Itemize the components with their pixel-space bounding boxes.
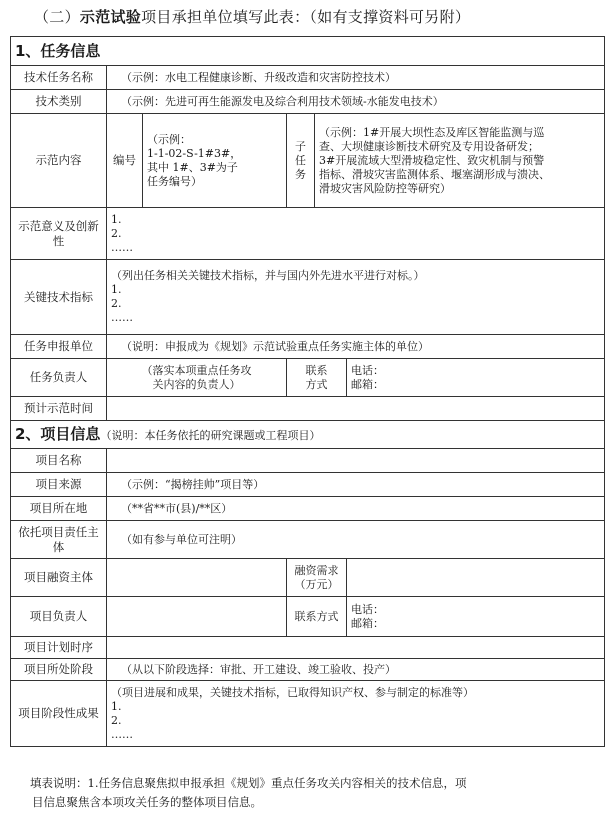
- row-task-name: [11, 66, 605, 90]
- row-financing: [11, 559, 605, 597]
- stage-results-line: 2.: [111, 713, 122, 727]
- project-name-label: 项目名称: [11, 449, 107, 473]
- row-key-indicators: [11, 260, 605, 335]
- row-location: [11, 497, 605, 521]
- key-indicators-line: ……: [111, 311, 133, 324]
- project-phone-label: 电话：: [351, 602, 384, 616]
- project-name-field[interactable]: [107, 449, 605, 473]
- significance-line: 1.: [111, 212, 122, 226]
- section2-note: （说明：本任务依托的研究课题或工程项目）: [100, 428, 321, 442]
- subtask-label-char: 任: [295, 153, 306, 167]
- financing-label: 项目融资主体: [11, 559, 107, 597]
- person-in-charge-field[interactable]: [107, 359, 287, 397]
- project-leader-label: 项目负责人: [11, 597, 107, 637]
- significance-line: 2.: [111, 226, 122, 240]
- responsible-entity-label: 依托项目责任主体: [11, 521, 107, 559]
- subtask-line: （示例：1#开展大坝性态及库区智能监测与巡: [319, 125, 545, 139]
- row-stage: [11, 659, 605, 681]
- subtask-label-char: 子: [295, 139, 306, 153]
- contact-label-line: 方式: [305, 377, 328, 391]
- task-name-field[interactable]: （示例：水电工程健康诊断、升级改造和灾害防控技术）: [107, 66, 605, 90]
- title-rest: 项目承担单位填写此表：（如有支撑资料可另附）: [141, 8, 471, 26]
- row-demo-content: [11, 114, 605, 208]
- subtask-field[interactable]: [315, 114, 605, 208]
- section1-header-row: [11, 37, 605, 66]
- code-label: 编号: [107, 114, 143, 208]
- person-note-line: （落实本项重点任务攻: [141, 363, 252, 377]
- person-in-charge-label: 任务负责人: [11, 359, 107, 397]
- financing-demand-line: （万元）: [294, 577, 339, 591]
- contact-label-line: 联系: [305, 363, 328, 377]
- row-applicant: [11, 335, 605, 359]
- key-indicators-label: 关键技术指标: [11, 260, 107, 335]
- form-footnote: [30, 774, 590, 812]
- section2-heading: 2、项目信息: [15, 424, 101, 443]
- person-note-line: 关内容的负责人）: [152, 377, 241, 391]
- row-tech-category: [11, 90, 605, 114]
- significance-label: 示范意义及创新性: [11, 208, 107, 260]
- row-timeline: [11, 637, 605, 659]
- application-form-table: [10, 36, 605, 747]
- row-responsible-entity: [11, 521, 605, 559]
- timeline-label: 项目计划时序: [11, 637, 107, 659]
- row-project-name: [11, 449, 605, 473]
- subtask-line: 指标、滑坡灾害监测体系、堰塞湖形成与溃决、: [319, 167, 550, 181]
- location-label: 项目所在地: [11, 497, 107, 521]
- code-line: （示例：: [147, 132, 191, 146]
- row-project-leader: [11, 597, 605, 637]
- stage-results-line: （项目进展和成果，关键技术指标，已取得知识产权、参与制定的标准等）: [111, 685, 474, 699]
- timeline-field[interactable]: [107, 637, 605, 659]
- code-line: 其中 1#、3#为子: [147, 160, 238, 174]
- code-line: 任务编号）: [147, 174, 202, 188]
- stage-results-label: 项目阶段性成果: [11, 681, 107, 747]
- row-schedule: [11, 397, 605, 421]
- row-project-source: [11, 473, 605, 497]
- location-field[interactable]: （**省**市(县)/**区）: [107, 497, 605, 521]
- key-indicators-line: （列出任务相关关键技术指标，并与国内外先进水平进行对标。）: [111, 269, 425, 282]
- applicant-field[interactable]: （说明：申报成为《规划》示范试验重点任务实施主体的单位）: [107, 335, 605, 359]
- subtask-line: 滑坡灾害风险防控等研究）: [319, 181, 451, 195]
- form-title: [34, 6, 604, 28]
- project-email-label: 邮箱：: [351, 616, 384, 630]
- project-leader-field[interactable]: [107, 597, 287, 637]
- applicant-label: 任务申报单位: [11, 335, 107, 359]
- contact-field[interactable]: [347, 359, 605, 397]
- project-contact-label: 联系方式: [287, 597, 347, 637]
- stage-results-field[interactable]: [107, 681, 605, 747]
- stage-field[interactable]: （从以下阶段选择：审批、开工建设、竣工验收、投产）: [107, 659, 605, 681]
- row-stage-results: [11, 681, 605, 747]
- tech-category-label: 技术类别: [11, 90, 107, 114]
- row-significance: [11, 208, 605, 260]
- row-person-in-charge: [11, 359, 605, 397]
- section2-header-row: [11, 421, 605, 449]
- title-prefix: （二）: [34, 8, 80, 26]
- subtask-label-char: 务: [295, 167, 306, 181]
- section1-heading: 1、任务信息: [11, 37, 605, 66]
- financing-demand-line: 融资需求: [294, 563, 339, 577]
- schedule-label: 预计示范时间: [11, 397, 107, 421]
- phone-label: 电话：: [351, 363, 384, 377]
- project-contact-field[interactable]: [347, 597, 605, 637]
- tech-category-field[interactable]: （示例：先进可再生能源发电及综合利用技术领域-水能发电技术）: [107, 90, 605, 114]
- project-source-field[interactable]: （示例：“揭榜挂帅”项目等）: [107, 473, 605, 497]
- subtask-line: 查、大坝健康诊断技术研究及专用设备研发；: [319, 139, 539, 153]
- project-source-label: 项目来源: [11, 473, 107, 497]
- email-label: 邮箱：: [351, 377, 384, 391]
- code-line: 1-1-02-S-1#3#，: [147, 146, 242, 160]
- key-indicators-line: 2.: [111, 297, 122, 310]
- stage-label: 项目所处阶段: [11, 659, 107, 681]
- significance-field[interactable]: [107, 208, 605, 260]
- stage-results-line: ……: [111, 727, 133, 741]
- task-name-label: 技术任务名称: [11, 66, 107, 90]
- demo-content-label: 示范内容: [11, 114, 107, 208]
- key-indicators-field[interactable]: [107, 260, 605, 335]
- financing-demand-field[interactable]: [347, 559, 605, 597]
- financing-demand-label: [287, 559, 347, 597]
- section2-header: [11, 421, 605, 449]
- stage-results-line: 1.: [111, 699, 122, 713]
- schedule-field[interactable]: [107, 397, 605, 421]
- title-bold: 示范试验: [79, 8, 142, 26]
- subtask-label: [287, 114, 315, 208]
- financing-field[interactable]: [107, 559, 287, 597]
- significance-line: ……: [111, 240, 133, 254]
- contact-label: [287, 359, 347, 397]
- footnote-line-1: 填表说明：1.任务信息聚焦拟申报承担《规划》重点任务攻关内容相关的技术信息，项: [30, 776, 467, 790]
- footnote-line-2: 目信息聚焦含本项攻关任务的整体项目信息。: [32, 795, 262, 809]
- responsible-entity-field[interactable]: （如有参与单位可注明）: [107, 521, 605, 559]
- code-field[interactable]: [143, 114, 287, 208]
- subtask-line: 3#开展流域大型滑坡稳定性、致灾机制与预警: [319, 153, 545, 167]
- key-indicators-line: 1.: [111, 283, 122, 296]
